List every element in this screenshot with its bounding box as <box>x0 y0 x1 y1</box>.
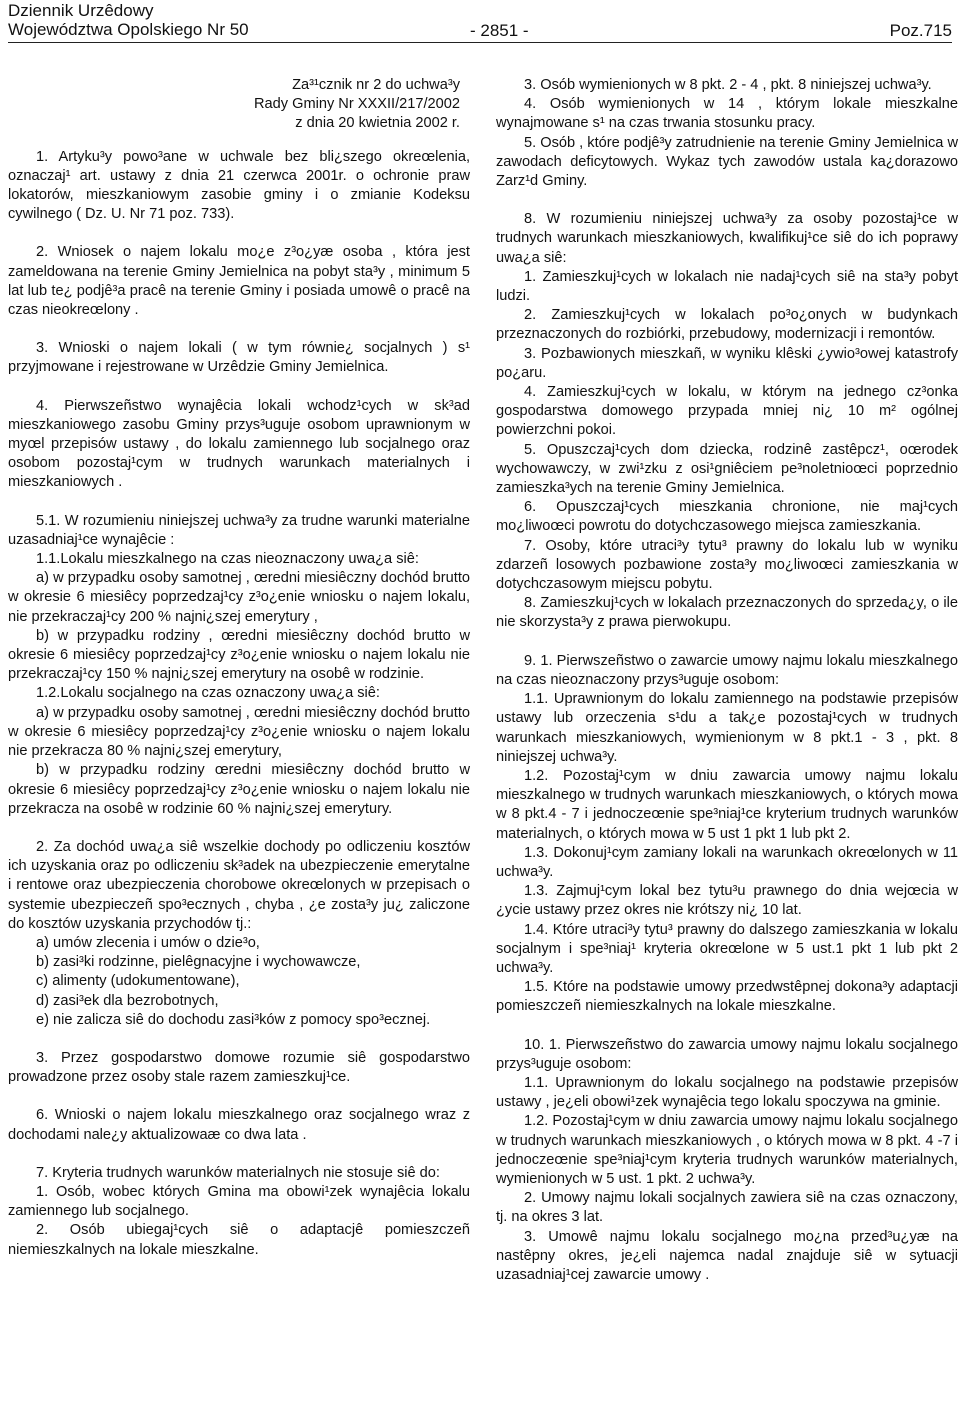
paragraph: 4. Zamieszkuj¹cych w lokalu, w którym na jednego cz³onka gospodarstwa domowego przypada mniej ni¿ 10 m² ogólnej powierzchni pokoi. <box>496 384 958 439</box>
paragraph: 1.3. Dokonuj¹cym zamiany lokali na warunkach okreœlonych w 11 uchwa³y. <box>496 844 958 880</box>
paragraph: 3. Umowê najmu lokalu socjalnego mo¿na przed³u¿yæ na nastêpny okres, je¿eli najemca nadal znajduje siê w sytuacji uzasadniaj¹cej zawarcie umowy . <box>496 1228 958 1283</box>
paragraph: a) w przypadku osoby samotnej , œredni miesiêczny dochód brutto w okresie 6 miesiêcy poprzedzaj¹cy z³o¿enie wniosku o najem lokalu, nie przekraczaj¹cy 200 % najni¿szej emerytury , <box>8 570 470 625</box>
paragraph: b) zasi³ki rodzinne, pielêgnacyjne i wychowawcze, <box>36 954 361 971</box>
paragraph: 2. Za dochód uwa¿a siê wszelkie dochody po odliczeniu kosztów ich uzyskania oraz po odliczeniu sk³adek na ubezpieczenie emerytalne i rentowe oraz ubezpieczenia chorobowe okreœlonych w przepisach o systemie ubezpieczeñ spo³ecznych , chyba , ¿e zosta³y ju¿ zaliczone do kosztów uzyskania przychodów tj.: <box>8 838 470 932</box>
page-header <box>8 0 952 43</box>
paragraph: 3. Wnioski o najem lokali ( w tym równie¿ socjalnych ) s¹ przyjmowane i rejestrowane w Urzêdzie Gminy Jemielnica. <box>8 340 470 376</box>
paragraph: 1.1. Uprawnionym do lokalu zamiennego na podstawie przepisów ustawy lub orzeczenia s¹du a tak¿e pozostaj¹cych w trudnych warunkach mieszkaniowych, wymienionym w 8 pkt.1 - 3 , pkt. 8 niniejszej uchwa³y. <box>496 691 958 765</box>
paragraph: 1.4. Które utraci³y tytu³ prawny do dalszego zamieszkania w lokalu socjalnym i spe³niaj¹ kryteria okreœlone w 5 ust.1 pkt 1 lub pkt 2 uchwa³y. <box>496 921 958 976</box>
left-column <box>8 76 470 1260</box>
paragraph: 1. Artyku³y powo³ane w uchwale bez bli¿szego okreœlenia, oznaczaj¹ art. ustawy z dnia 21 czerwca 2001r. o ochronie praw lokatorów, mieszkaniowym zasobie gminy i o zmianie Kodeksu cywilnego ( Dz. U. Nr 71 poz. 733). <box>8 148 470 223</box>
paragraph: 1.1. Uprawnionym do lokalu socjalnego na podstawie przepisów ustawy , je¿eli obowi¹zek wynajêcia tego lokalu spoczywa na gminie. <box>496 1074 958 1111</box>
paragraph: 1.3. Zajmuj¹cym lokal bez tytu³u prawnego do dnia wejœcia w ¿ycie ustawy przez okres nie krótszy ni¿ 10 lat. <box>496 883 958 919</box>
paragraph: 8. W rozumieniu niniejszej uchwa³y za osoby pozostaj¹ce w trudnych warunkach mieszkaniowych, kwalifikuj¹ce siê do ich poprawy uwa¿a siê: <box>496 211 958 266</box>
paragraph: 3. Pozbawionych mieszkañ, w wyniku klêski ¿ywio³owej katastrofy po¿aru. <box>496 345 958 381</box>
paragraph: 7. Osoby, które utraci³y tytu³ prawny do lokalu lub w wyniku zdarzeñ losowych pozbawione zosta³y mo¿liwoœci zamieszkania w dotychczasowym miejscu pobytu. <box>496 537 958 593</box>
paragraph: 2. Umowy najmu lokali socjalnych zawiera siê na czas oznaczony, tj. na okres 3 lat. <box>496 1190 958 1226</box>
paragraph: 7. Kryteria trudnych warunków materialnych nie stosuje siê do: <box>36 1164 440 1181</box>
paragraph: 4. Pierwszeñstwo wynajêcia lokali wchodz¹cych w sk³ad mieszkaniowego zasobu Gminy przys³uguje osobom uprawnionym w myœl przepisów ustawy , do lokalu zamiennego lub socjalnego oraz osobom pozostaj¹cym w trudnych warunkach materialnych i mieszkaniowych . <box>8 397 470 491</box>
paragraph: 5. Osób , które podjê³y zatrudnienie na terenie Gminy Jemielnica w zawodach deficytowych. Wykaz tych zawodów ustala ka¿dorazowo Zarz¹d Gminy. <box>496 134 958 190</box>
paragraph: a) w przypadku osoby samotnej , œredni miesiêczny dochód brutto w okresie 6 miesiêcy poprzedzaj¹cy z³o¿enie wniosku o najem lokalu nie przekracza 80 % najni¿szej emerytury, <box>8 704 470 760</box>
paragraph: 2. Wniosek o najem lokalu mo¿e z³o¿yæ osoba , która jest zameldowana na terenie Gminy Jemielnica na pobyt sta³y , minimum 5 lat lub te¿ podjê³a pracê na terenie Gminy i posiada umowê o pracê na czas nieokreœlony . <box>8 244 470 319</box>
paragraph: b) w przypadku rodziny , œredni miesiêczny dochód brutto w okresie 6 miesiêcy poprzedzaj¹cy z³o¿enie wniosku o najem lokalu nie przekraczaj¹cy 150 % najni¿szej emerytury na osobê w rodzinie. <box>8 627 470 683</box>
paragraph: 5.1. W rozumieniu niniejszej uchwa³y za trudne warunki materialne uzasadniaj¹ce wynajêcie : <box>8 512 470 548</box>
right-column <box>496 76 958 1285</box>
page-number: - 2851 - <box>470 21 529 40</box>
paragraph: 1.2.Lokalu socjalnego na czas oznaczony uwa¿a siê: <box>36 685 380 702</box>
paragraph: 1.1.Lokalu mieszkalnego na czas nieoznaczony uwa¿a siê: <box>36 551 419 568</box>
paragraph: a) umów zlecenia i umów o dzie³o, <box>36 934 260 951</box>
attachment-note <box>8 76 470 134</box>
paragraph: 3. Osób wymienionych w 8 pkt. 2 - 4 , pkt. 8 niniejszej uchwa³y. <box>524 77 932 93</box>
attachment-line: Za³¹cznik nr 2 do uchwa³y <box>292 77 460 93</box>
paragraph: 2. Osób ubiegaj¹cych siê o adaptacjê pomieszczeñ niemieszkalnych na lokale mieszkalne. <box>8 1222 470 1258</box>
paragraph: 5. Opuszczaj¹cych dom dziecka, rodzinê zastêpcz¹, oœrodek wychowawczy, w zwi¹zku z osi¹gniêciem pe³noletnioœci poprzednio zamieszka³ych na terenie Gminy Jemielnica. <box>496 441 958 497</box>
journal-title-line1: Dziennik Urzêdowy <box>8 1 154 20</box>
paragraph: e) nie zalicza siê do dochodu zasi³ków z pomocy spo³ecznej. <box>36 1011 431 1028</box>
attachment-line: Rady Gminy Nr XXXII/217/2002 <box>253 96 460 113</box>
paragraph: 1.2. Pozostaj¹cym w dniu zawarcia umowy najmu lokalu mieszkalnego w trudnych warunkach mieszkaniowych, o których mowa w 8 pkt.4 - 7 i jednoczeœnie spe³niaj¹ce kryterium trudnych warunków materialnych, o których mowa w 5 ust 1 pkt 1 lub pkt 2. <box>496 767 958 842</box>
paragraph: 4. Osób wymienionych w 14 , którym lokale mieszkalne wynajmowane s¹ na czas trwania stosunku pracy. <box>496 96 958 132</box>
paragraph: c) alimenty (udokumentowane), <box>36 973 240 990</box>
paragraph: 1. Zamieszkuj¹cych w lokalach nie nadaj¹cych siê na sta³y pobyt ludzi. <box>496 268 958 305</box>
position-number: Poz.715 <box>889 21 952 40</box>
paragraph: 8. Zamieszkuj¹cych w lokalach przeznaczonych do sprzeda¿y, o ile nie skorzysta³y z prawa pierwokupu. <box>496 595 958 631</box>
paragraph: 10. 1. Pierwszeñstwo do zawarcia umowy najmu lokalu socjalnego przys³uguje osobom: <box>496 1036 958 1072</box>
paragraph: 3. Przez gospodarstwo domowe rozumie siê gospodarstwo prowadzone przez osoby stale razem zamieszkuj¹ce. <box>8 1049 470 1086</box>
journal-title <box>8 1 249 39</box>
paragraph: 6. Wnioski o najem lokalu mieszkalnego oraz socjalnego wraz z dochodami nale¿y aktualizowaæ co dwa lata . <box>8 1107 470 1143</box>
paragraph: 1. Osób, wobec których Gmina ma obowi¹zek wynajêcia lokalu zamiennego lub socjalnego. <box>8 1183 470 1220</box>
attachment-line: z dnia 20 kwietnia 2002 r. <box>295 115 460 132</box>
paragraph: 1.5. Które na podstawie umowy przedwstêpnej dokona³y adaptacji pomieszczeñ niemieszkalnych na lokale mieszkalne. <box>496 979 958 1015</box>
paragraph: 9. 1. Pierwszeñstwo o zawarcie umowy najmu lokalu mieszkalnego na czas nieoznaczony przys³uguje osobom: <box>496 652 958 688</box>
journal-title-line2: Województwa Opolskiego Nr 50 <box>8 20 249 39</box>
left-column-body <box>8 148 470 1260</box>
paragraph: 2. Zamieszkuj¹cych w lokalach po³o¿onych w budynkach przeznaczonych do rozbiórki, przebudowy, modernizacji i remontów. <box>496 307 958 343</box>
paragraph: 6. Opuszczaj¹cych mieszkania chronione, nie maj¹cych mo¿liwoœci powrotu do dotychczasowego miejsca zamieszkania. <box>496 499 958 535</box>
right-column-body <box>496 76 958 1285</box>
paragraph: d) zasi³ek dla bezrobotnych, <box>36 992 219 1009</box>
paragraph: 1.2. Pozostaj¹cym w dniu zawarcia umowy najmu lokalu socjalnego w trudnych warunkach mieszkaniowych , o których mowa w 8 pkt. 4 -7 i jednoczeœnie spe³niaj¹cym kryteria trudnych warunków materialnych, wymienionych w 5 ust. 1 pkt. 2 uchwa³y. <box>496 1113 958 1187</box>
paragraph: b) w przypadku rodziny œredni miesiêczny dochód brutto w okresie 6 miesiêcy poprzedzaj¹cy z³o¿enie wniosku o najem lokalu nie przekracza na osobê w rodzinie 60 % najni¿szej emerytury. <box>8 762 470 817</box>
